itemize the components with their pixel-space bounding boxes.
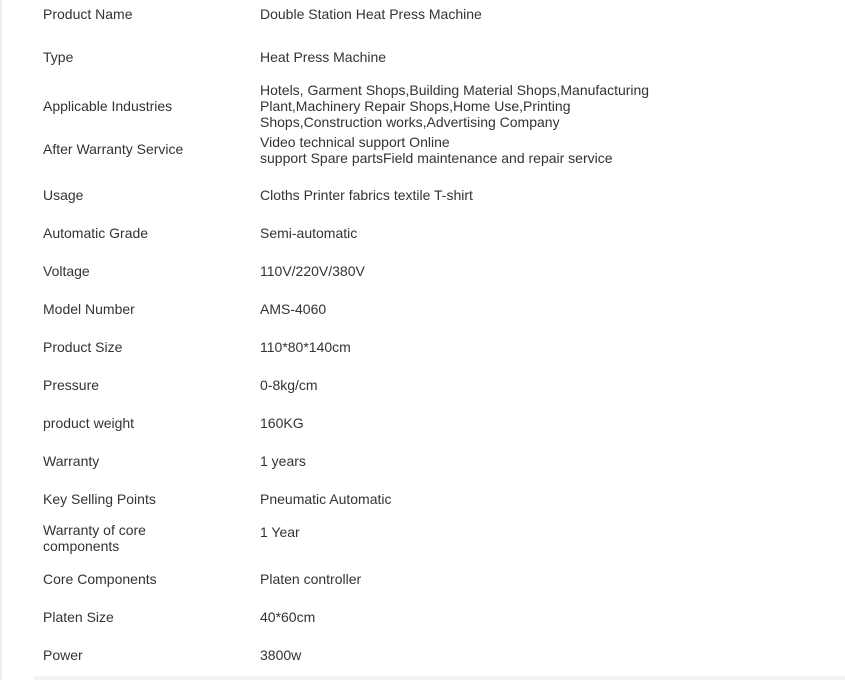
spec-label: product weight: [43, 415, 135, 431]
spec-label: Applicable Industries: [43, 98, 173, 114]
spec-label: Usage: [43, 187, 84, 203]
spec-value: 1 years: [260, 453, 306, 469]
spec-label: Pressure: [43, 377, 100, 393]
spec-row-product-name: [0, 0, 845, 28]
spec-label: Automatic Grade: [43, 225, 149, 241]
spec-label: After Warranty Service: [43, 141, 184, 157]
spec-value: 110*80*140cm: [260, 339, 351, 355]
spec-label: Core Components: [43, 571, 157, 587]
spec-value: 110V/220V/380V: [260, 263, 365, 279]
spec-value: 3800w: [260, 647, 302, 663]
spec-row-model-number: [0, 290, 845, 328]
spec-value: AMS-4060: [260, 301, 327, 317]
spec-row-automatic-grade: [0, 214, 845, 252]
spec-row-warranty-core-components: [0, 518, 845, 560]
spec-label: Power: [43, 647, 83, 663]
spec-value: Platen controller: [260, 571, 362, 587]
spec-label: Type: [43, 49, 74, 65]
spec-value: Double Station Heat Press Machine: [260, 6, 482, 22]
spec-value: 160KG: [260, 415, 304, 431]
spec-value: Video technical support Online support Spare partsField maintenance and repair service: [260, 134, 613, 166]
spec-value: Pneumatic Automatic: [260, 491, 392, 507]
spec-row-pressure: [0, 366, 845, 404]
spec-row-core-components: [0, 560, 845, 598]
spec-row-warranty: [0, 442, 845, 480]
spec-row-product-weight: [0, 404, 845, 442]
spec-row-usage: [0, 176, 845, 214]
spec-value: 1 Year: [260, 524, 300, 540]
bottom-divider: [34, 676, 845, 680]
spec-label: Warranty of core components: [43, 522, 146, 554]
spec-value: 0-8kg/cm: [260, 377, 318, 393]
spec-label: Product Size: [43, 339, 123, 355]
spec-label: Warranty: [43, 453, 100, 469]
spec-label: Product Name: [43, 6, 133, 22]
spec-label: Voltage: [43, 263, 90, 279]
spec-label: Key Selling Points: [43, 491, 156, 507]
spec-row-product-size: [0, 328, 845, 366]
spec-value: Heat Press Machine: [260, 49, 387, 65]
spec-label: Model Number: [43, 301, 135, 317]
spec-row-applicable-industries: [0, 76, 845, 134]
spec-row-power: [0, 636, 845, 674]
spec-value: Hotels, Garment Shops,Building Material Shops,Manufacturing Plant,Machinery Repair Shops,Home Use,Printing Shops,Construction works,Advertising Company: [260, 82, 650, 130]
spec-row-key-selling-points: [0, 480, 845, 518]
spec-value: Cloths Printer fabrics textile T-shirt: [260, 187, 473, 203]
spec-row-voltage: [0, 252, 845, 290]
spec-label: Platen Size: [43, 609, 114, 625]
spec-row-platen-size: [0, 598, 845, 636]
spec-row-after-warranty-service: [0, 134, 845, 176]
spec-value: Semi-automatic: [260, 225, 358, 241]
spec-value: 40*60cm: [260, 609, 316, 625]
spec-row-type: [0, 28, 845, 76]
